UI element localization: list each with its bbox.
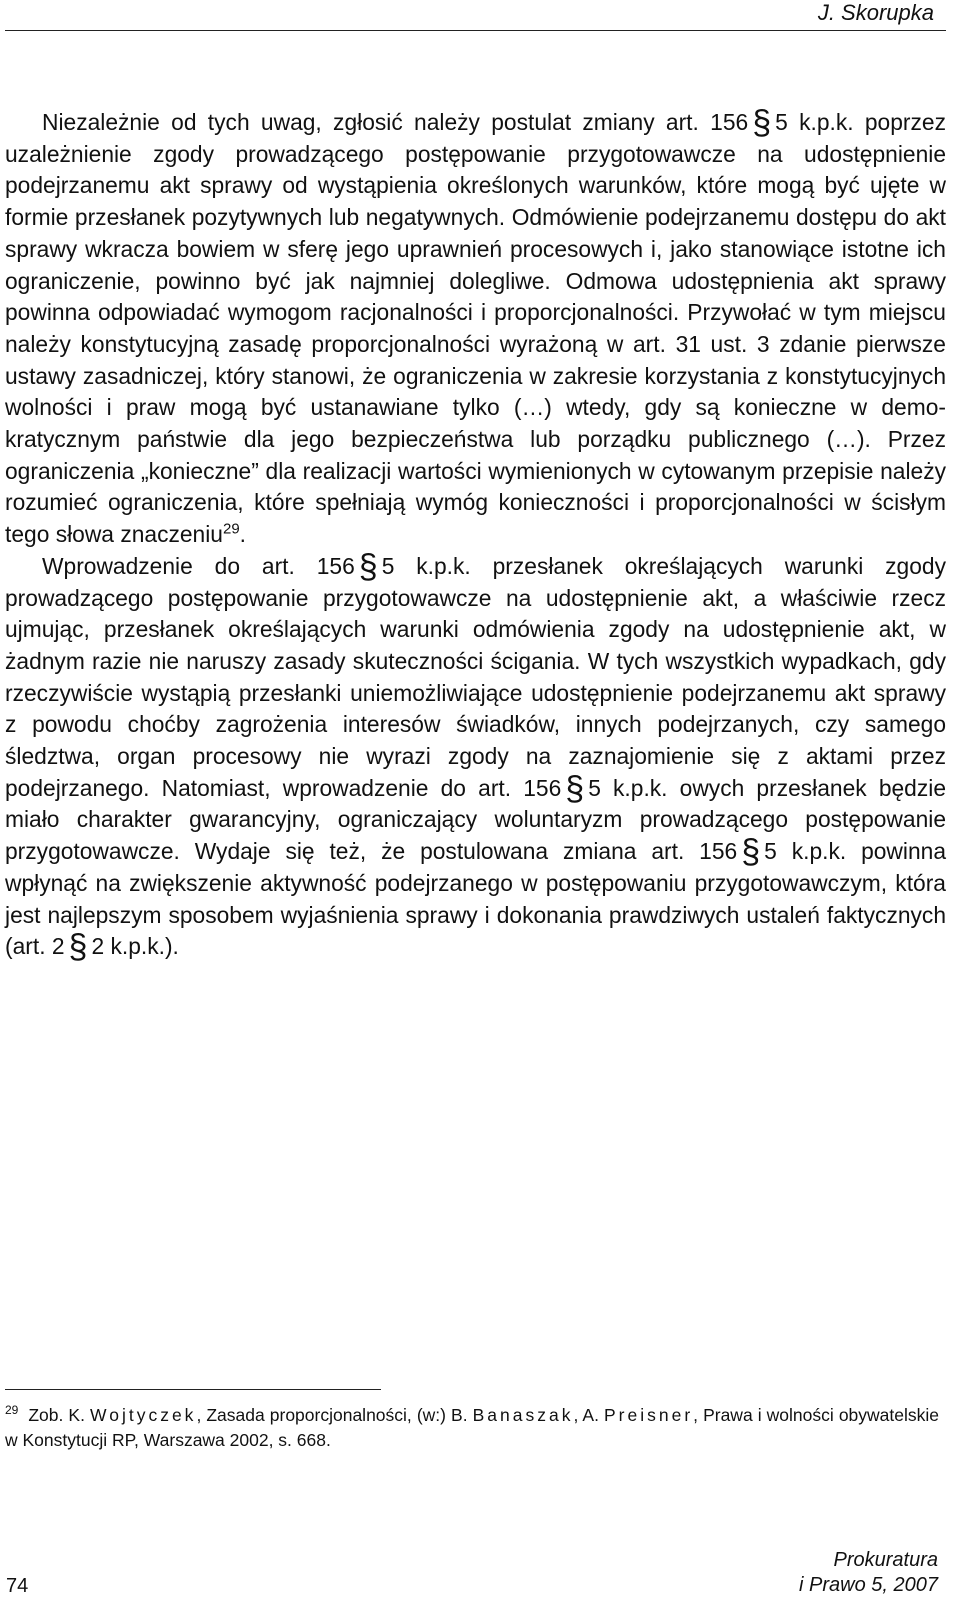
header-rule <box>5 30 946 31</box>
running-header-author: J. Skorupka <box>817 0 934 25</box>
footnote <box>5 1403 939 1452</box>
page-number: 74 <box>6 1575 29 1597</box>
journal-title: Prokuratura <box>833 1549 938 1571</box>
footnote-reference: 29 <box>222 520 240 538</box>
section-sign: § <box>68 928 88 967</box>
paragraph: Niezależnie od tych uwag, zgłosić należy postulat zmiany art. 156 § 5 k.p.k. poprzez uzależnienie zgody prowadzącego postępowanie przygotowawcze na udostępnienie podejrzanemu akt sprawy od wystąpienia określonych warunków, które mogą być ujęte w formie przesłanek pozytywnych lub negatywnych. Odmówienie podejrzanemu dostępu do akt sprawy wkracza bowiem w sferę jego uprawnień procesowych i, jako stanowiące istotne ich ograniczenie, powinno być jak najmniej dolegliwe. Odmowa udostępnienia akt sprawy powinna odpowiadać wymogom racjonalności i proporcjonalności. Przywołać w tym miejscu należy konstytucyjną zasadę proporcjonalności wyrażoną w art. 31 ust. 3 zdanie pierwsze ustawy zasadniczej, który stanowi, że ograniczenia w zakresie korzystania z konstytucyjnych wolności i praw mogą być ustanawiane tylko (…) wtedy, gdy są konieczne w demokratycznym państwie dla jego bezpieczeństwa lub porządku publicznego (…). Przez ograniczenia „konieczne” dla realizacji wartości wymienionych w cytowanym przepisie należy rozumieć ograniczenia, które spełniają wymóg konieczności i proporcjonalności w ścisłym tego słowa znaczeniu$^{29}$. <box>5 104 946 548</box>
body-text <box>5 104 947 967</box>
footnote-text: Zob. K. Wojtyczek, Zasada proporcjonalności, (w:) B. Banaszak, A. Preisner, Prawa i wolności obywatelskie w Konstytucji RP, Warszawa 2002, s. 668. <box>5 1405 940 1450</box>
paragraph: Wprowadzenie do art. 156 § 5 k.p.k. przesłanek określających warunki zgody prowadzącego postępowanie przygotowawcze na udostępnienie akt, a właściwie rzecz ujmując, przesłanek określających warunki odmówienia zgody na udostępnienie akt, w żadnym razie nie naruszy zasady skuteczności ścigania. W tych wszystkich wypadkach, gdy rzeczywiście wystąpią przesłanki uniemożliwiające udostępnienie podejrzanemu akt sprawy z powodu choćby zagrożenia interesów świadków, innych podejrzanych, czy samego śledztwa, organ procesowy nie wyrazi zgody na zaznajomienie się z aktami przez podejrzanego. Natomiast, wprowadzenie do art. 156 § 5 k.p.k. owych przesłanek będzie miało charakter gwarancyjny, ograniczający woluntaryzm prowadzącego postępowanie przygotowawcze. Wydaje się też, że postulowana zmiana art. 156 § 5 k.p.k. powinna wpłynąć na zwiększenie aktywność podejrzanego w postępowaniu przygotowawczym, która jest najlepszym sposobem wyjaśnienia sprawy i dokonania prawdziwych ustaleń faktycznych (art. 2 § 2 k.p.k.). <box>5 547 947 967</box>
section-sign: § <box>358 547 378 586</box>
section-sign: § <box>752 104 772 142</box>
journal-issue: i Prawo 5, 2007 <box>799 1574 938 1596</box>
section-sign: § <box>741 833 761 872</box>
author-surname: Banaszak <box>472 1405 574 1425</box>
section-sign: § <box>565 769 585 808</box>
journal-name <box>799 1548 938 1598</box>
footnote-number: 29 <box>5 1403 19 1418</box>
author-surname: Wojtyczek <box>90 1405 197 1425</box>
footnote-rule <box>5 1389 381 1390</box>
author-surname: Preisner <box>604 1405 694 1425</box>
